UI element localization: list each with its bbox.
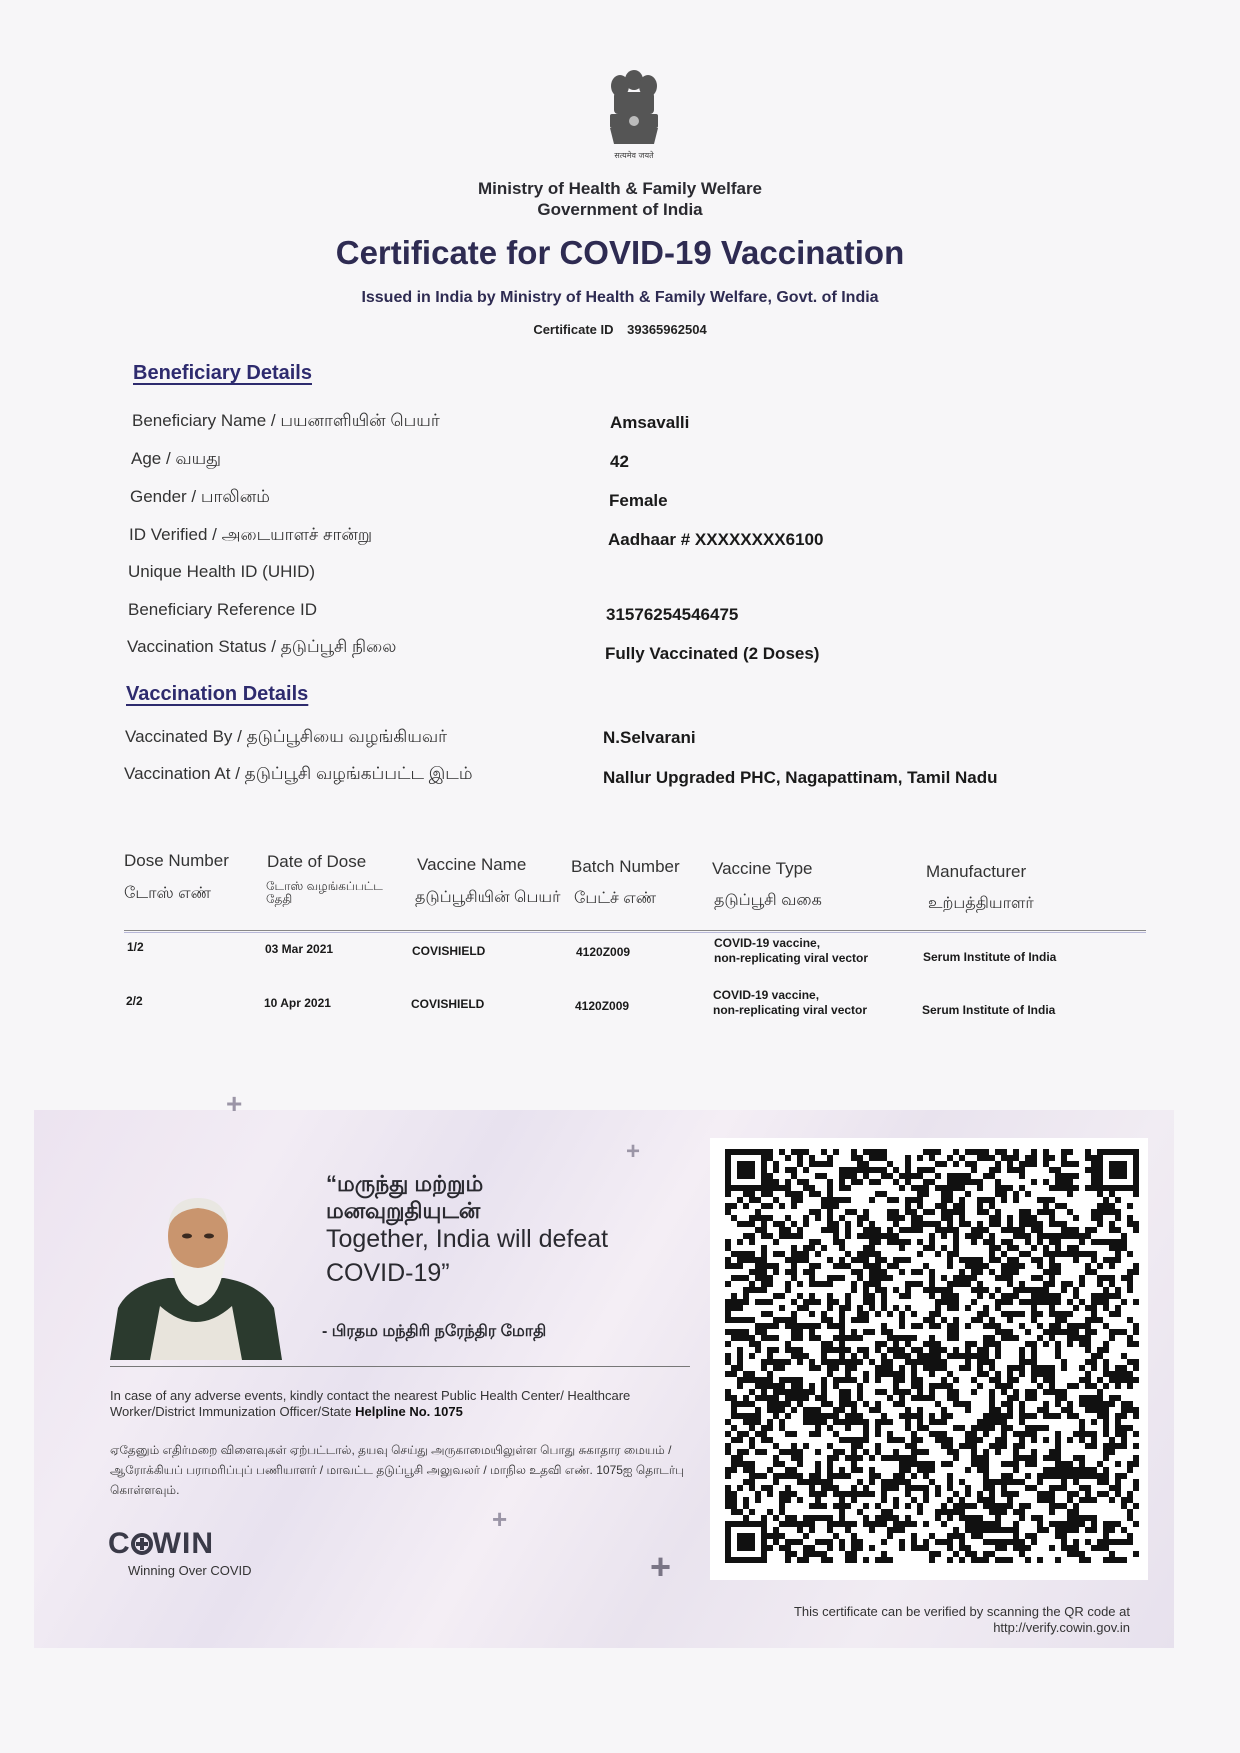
beneficiary-heading: Beneficiary Details: [133, 362, 312, 384]
cowin-plus-icon: [131, 1533, 153, 1555]
national-emblem-icon: [600, 66, 668, 162]
certificate-id-label: Certificate ID: [533, 322, 614, 337]
vaccination-status-value: Fully Vaccinated (2 Doses): [605, 644, 820, 663]
gender-label: Gender / பாலினம்: [130, 487, 270, 506]
cowin-logo: [108, 1527, 214, 1561]
col-vaccine-name-ta: தடுப்பூசியின் பெயர்: [415, 889, 561, 906]
table-divider: [124, 930, 1146, 931]
col-manufacturer: Manufacturer: [926, 862, 1027, 881]
quote-en-1: Together, India will defeat: [326, 1225, 609, 1253]
certificate-id-value: 39365962504: [627, 322, 707, 337]
plus-decoration-icon: +: [626, 1138, 641, 1165]
row1-type-line1: COVID-19 vaccine,: [714, 936, 821, 950]
quote-tamil-2: மனவுறுதியுடன்: [326, 1198, 481, 1223]
adverse-events-text: In case of any adverse events, kindly contact the nearest Public Health Center/ Healthcare Worker/District Immunization Officer/State: [110, 1388, 631, 1419]
col-type: Vaccine Type: [712, 859, 813, 878]
row1-type-line2: non-replicating viral vector: [714, 951, 869, 965]
row2-batch: 4120Z009: [575, 999, 630, 1013]
reference-id-value: 31576254546475: [606, 605, 739, 624]
col-date-ta: டோஸ் வழங்கப்பட்ட தேதி: [266, 879, 383, 906]
id-verified-label: ID Verified / அடையாளச் சான்று: [129, 525, 373, 544]
age-label: Age / வயது: [131, 449, 222, 468]
plus-decoration-icon: +: [650, 1546, 672, 1587]
helpline-number: Helpline No. 1075: [355, 1404, 463, 1419]
ministry-name: [0, 178, 1240, 220]
vaccination-at-value: Nallur Upgraded PHC, Nagapattinam, Tamil Nadu: [603, 768, 998, 787]
plus-decoration-icon: +: [226, 1088, 243, 1119]
emblem-motto: सत्यमेव जयते: [614, 151, 654, 160]
adverse-events-notice-tamil: ஏதேனும் எதிர்மறை விளைவுகள் ஏற்பட்டால், தயவு செய்து அருகாமையிலுள்ள பொது சுகாதார மையம் / ஆரோக்கியப் பராமரிப்புப் பணியாளர் / மாவட்ட தடுப்பூசி அலுவலர் / மாநில உதவி எண். 1075ஐ தொடர்பு கொள்ளவும்.: [110, 1443, 685, 1497]
vaccination-status-label: Vaccination Status / தடுப்பூசி நிலை: [127, 637, 397, 656]
row1-type: [714, 936, 868, 966]
row2-type: [713, 988, 867, 1018]
certificate-subtitle: Issued in India by Ministry of Health & Family Welfare, Govt. of India: [361, 289, 879, 306]
row1-vaccine: COVISHIELD: [412, 944, 486, 958]
col-manufacturer-ta: உற்பத்தியாளர்: [928, 895, 1034, 912]
quote-en-2: COVID-19”: [326, 1259, 450, 1287]
plus-decoration-icon: +: [492, 1504, 508, 1534]
row1-batch: 4120Z009: [576, 945, 631, 959]
vaccinated-by-value: N.Selvarani: [603, 728, 696, 747]
pm-quote: [326, 1170, 686, 1288]
certificate-title: Certificate for COVID-19 Vaccination: [335, 234, 905, 271]
col-batch-ta: பேட்ச் எண்: [574, 890, 657, 907]
col-dose-number-ta: டோஸ் எண்: [124, 885, 211, 902]
ministry-line: Ministry of Health & Family Welfare: [477, 179, 763, 198]
reference-id-label: Beneficiary Reference ID: [128, 600, 317, 619]
vaccinated-by-label: Vaccinated By / தடுப்பூசியை வழங்கியவர்: [125, 727, 448, 746]
row2-type-line2: non-replicating viral vector: [713, 1003, 868, 1017]
prime-minister-portrait: [110, 1188, 282, 1360]
col-type-ta: தடுப்பூசி வகை: [714, 892, 822, 909]
quote-tamil-line1: [326, 1170, 686, 1197]
quote-attribution: - பிரதம மந்திரி நரேந்திர மோதி: [322, 1323, 547, 1340]
id-verified-value: Aadhaar # XXXXXXXX6100: [608, 530, 824, 549]
col-date: Date of Dose: [267, 852, 367, 871]
row2-vaccine: COVISHIELD: [411, 997, 485, 1011]
row2-manufacturer: Serum Institute of India: [922, 1003, 1056, 1017]
row2-type-line1: COVID-19 vaccine,: [713, 988, 820, 1002]
verification-url: http://verify.cowin.gov.in: [993, 1620, 1130, 1635]
cowin-logo-win: WIN: [152, 1527, 214, 1560]
beneficiary-name-label: Beneficiary Name / பயனாளியின் பெயர்: [132, 411, 440, 430]
col-dose-number: Dose Number: [124, 851, 229, 870]
vaccination-heading: Vaccination Details: [126, 683, 309, 705]
government-line: Government of India: [537, 200, 703, 219]
col-batch: Batch Number: [571, 857, 680, 876]
beneficiary-name-value: Amsavalli: [610, 413, 690, 432]
quote-tamil-1: மருந்து மற்றும்: [337, 1171, 484, 1196]
verification-qr-code-icon: [724, 1148, 1140, 1568]
adverse-events-notice: [110, 1388, 690, 1420]
certificate-id: [0, 322, 1240, 337]
vaccination-at-label: Vaccination At / தடுப்பூசி வழங்கப்பட்ட இடம்: [124, 764, 473, 783]
banner-divider: [110, 1366, 690, 1367]
verification-text: This certificate can be verified by scanning the QR code at: [793, 1604, 1130, 1619]
table-divider-accent: [124, 932, 1146, 933]
row1-date: 03 Mar 2021: [265, 942, 334, 956]
uhid-label: Unique Health ID (UHID): [128, 562, 316, 581]
row1-manufacturer: Serum Institute of India: [923, 950, 1057, 964]
cowin-tagline: Winning Over COVID: [128, 1563, 252, 1578]
cowin-logo-c: C: [108, 1527, 131, 1560]
col-vaccine-name: Vaccine Name: [417, 855, 527, 874]
quote-open-mark: “: [326, 1171, 337, 1196]
age-value: 42: [610, 452, 629, 471]
row2-dose: 2/2: [126, 994, 143, 1008]
row1-dose: 1/2: [127, 940, 144, 954]
verification-note: [690, 1604, 1130, 1636]
row2-date: 10 Apr 2021: [264, 996, 331, 1010]
gender-value: Female: [609, 491, 668, 510]
